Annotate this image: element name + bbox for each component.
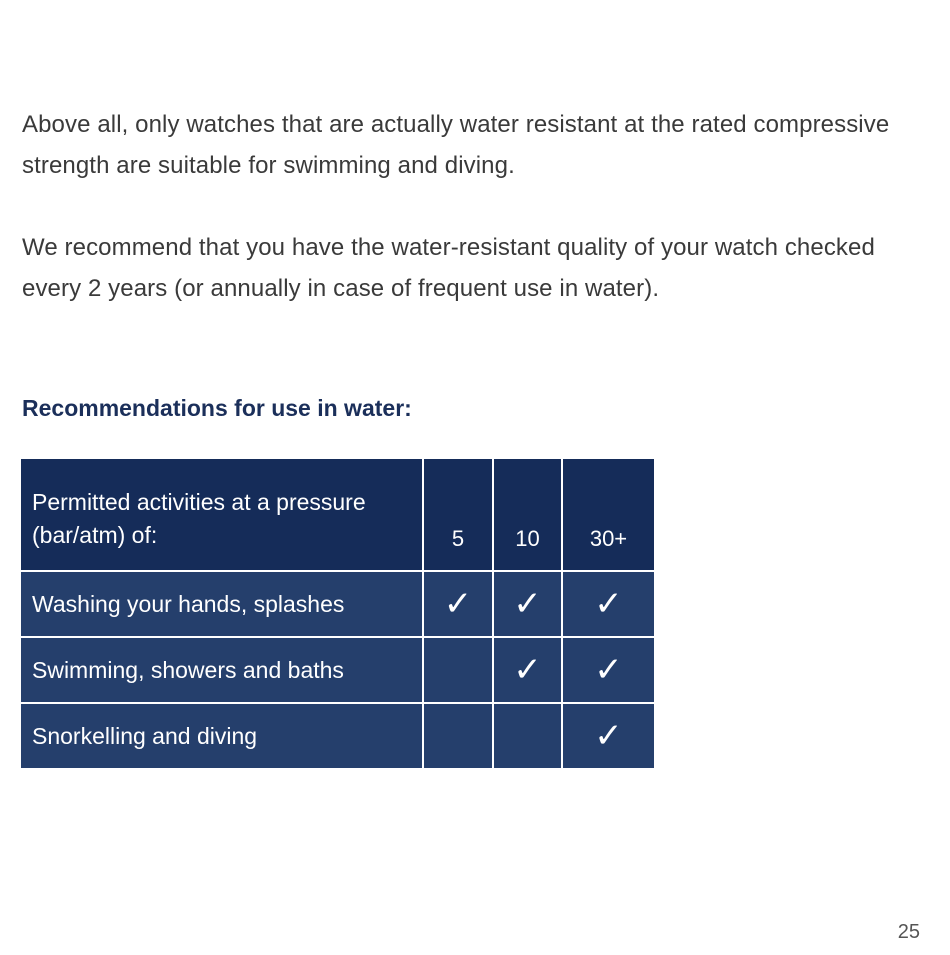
- header-pressure-30plus: 30+: [562, 459, 654, 571]
- table-row: [21, 703, 654, 768]
- water-resistance-table: [21, 459, 654, 768]
- header-label: Permitted activities at a pressure (bar/atm) of:: [21, 459, 423, 571]
- check-icon: ✓: [493, 571, 562, 637]
- header-pressure-5: 5: [423, 459, 493, 571]
- check-icon: ✓: [423, 571, 493, 637]
- activity-label: Swimming, showers and baths: [21, 637, 423, 703]
- intro-paragraph: Above all, only watches that are actually water resistant at the rated compressive strength are suitable for swimming and diving.: [22, 111, 890, 179]
- check-icon: ✓: [562, 703, 654, 768]
- table-header-row: [21, 459, 654, 571]
- empty-cell: [423, 637, 493, 703]
- table-row: [21, 637, 654, 703]
- page-number: 25: [897, 921, 920, 943]
- empty-cell: [423, 703, 493, 768]
- section-heading: Recommendations for use in water:: [22, 395, 412, 421]
- check-icon: ✓: [493, 637, 562, 703]
- activity-label: Snorkelling and diving: [21, 703, 423, 768]
- header-pressure-10: 10: [493, 459, 562, 571]
- check-icon: ✓: [562, 571, 654, 637]
- recommendation-paragraph: We recommend that you have the water-resistant quality of your watch checked every 2 years (or annually in case of frequent use in water).: [22, 234, 875, 302]
- activity-label: Washing your hands, splashes: [21, 571, 423, 637]
- check-icon: ✓: [562, 637, 654, 703]
- empty-cell: [493, 703, 562, 768]
- table-row: [21, 571, 654, 637]
